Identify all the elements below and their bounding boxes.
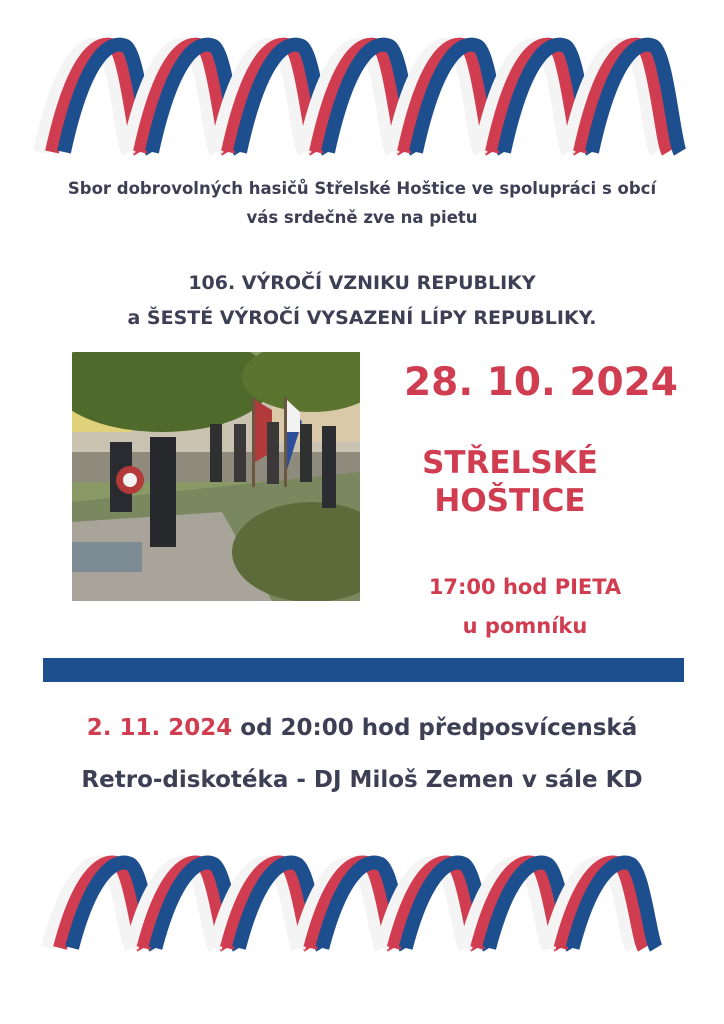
headline-line-2: a ŠESTÉ VÝROČÍ VYSAZENÍ LÍPY REPUBLIKY. <box>127 307 597 329</box>
memorial-ceremony-photo <box>72 352 360 601</box>
event-place <box>380 444 640 520</box>
event-date: 28. 10. 2024 <box>404 360 678 405</box>
second-event-line-2: Retro-diskotéka - DJ Miloš Zemen v sále KD <box>81 767 643 793</box>
place-line-1: STŘELSKÉ <box>422 445 598 481</box>
time-line-1: 17:00 hod PIETA <box>428 575 622 599</box>
second-event <box>0 702 724 806</box>
place-line-2: HOŠTICE <box>434 483 586 519</box>
intro-line-2: vás srdečně zve na pietu <box>246 208 478 227</box>
second-event-line-1 <box>0 702 724 754</box>
event-headline <box>0 266 724 336</box>
intro-line-1: Sbor dobrovolných hasičů Střelské Hoštice ve spolupráci s obcí <box>67 179 657 198</box>
blue-divider-bar <box>43 658 684 682</box>
headline-line-1: 106. VÝROČÍ VZNIKU REPUBLIKY <box>188 272 536 294</box>
time-line-2: u pomníku <box>462 614 588 638</box>
second-event-date: 2. 11. 2024 <box>86 715 233 741</box>
invitation-text <box>0 174 724 232</box>
second-event-time: od 20:00 hod předposvícenská <box>232 715 638 741</box>
tricolor-ribbon-bottom <box>0 848 724 958</box>
tricolor-ribbon-top <box>0 30 724 160</box>
event-time <box>380 568 670 646</box>
